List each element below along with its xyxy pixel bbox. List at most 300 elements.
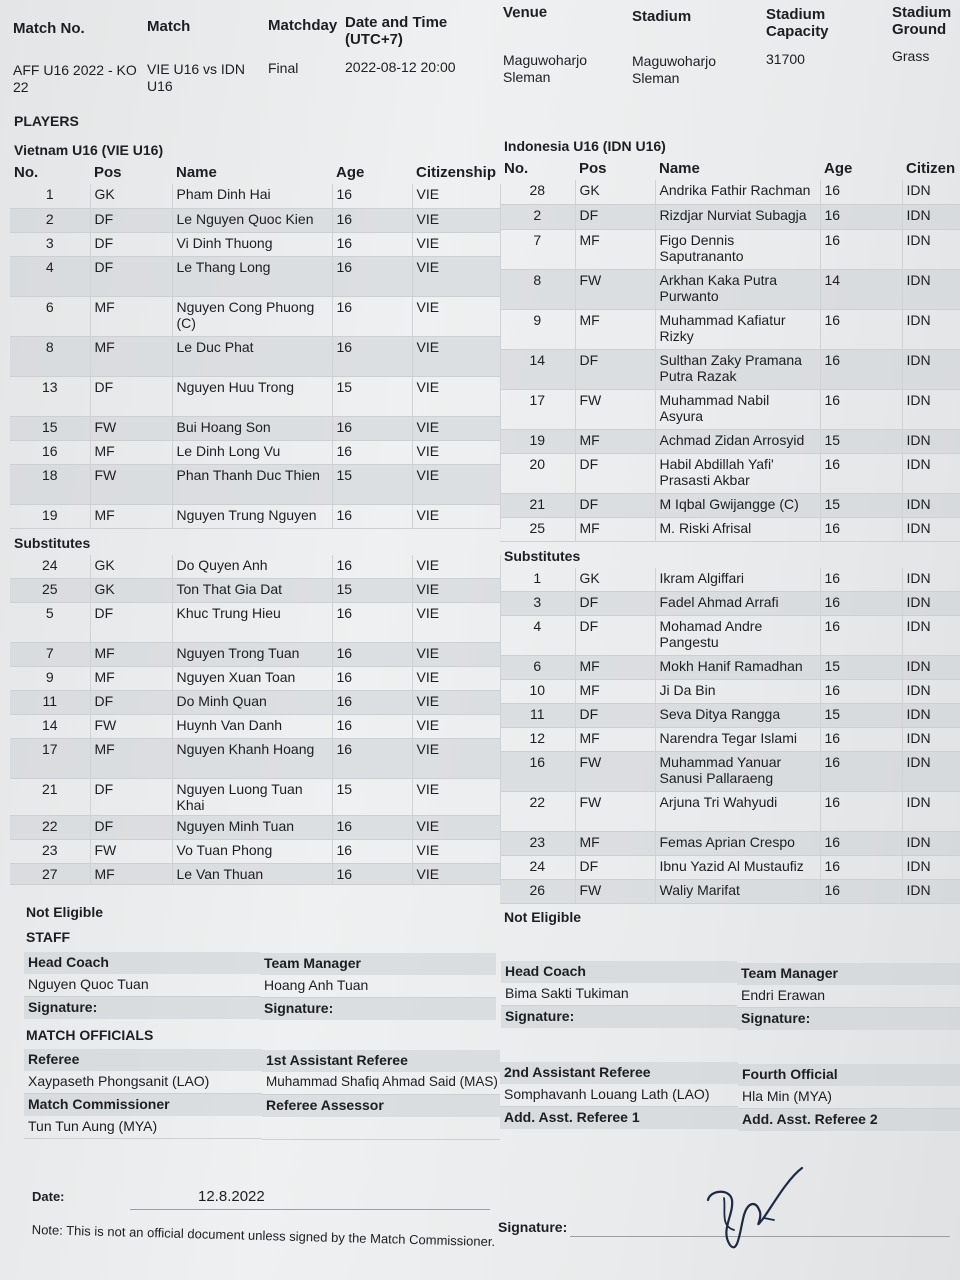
player-position: DF [90,603,172,643]
player-age: 16 [332,840,412,864]
player-name: Figo Dennis Saputrananto [655,230,820,270]
player-row [10,297,500,337]
player-position: DF [575,592,655,616]
player-name: Ton That Gia Dat [172,579,332,603]
player-position: DF [575,494,655,518]
player-row [10,864,500,885]
player-row [10,337,500,377]
player-position: MF [575,680,655,704]
fourth-official: Hla Min (MYA) [738,1086,960,1109]
player-row [500,656,960,680]
player-citizenship: VIE [412,257,500,297]
signature-label: Signature: [260,998,496,1020]
match-label: Match [147,18,191,35]
player-citizenship: VIE [412,377,500,417]
vie-team-manager: Hoang Anh Tuan [260,975,496,998]
match-no-label: Match No. [13,20,85,37]
player-position: DF [90,377,172,417]
player-age: 16 [332,209,412,233]
player-name: Nguyen Xuan Toan [172,667,332,691]
substitutes-label: Substitutes [504,548,581,564]
player-number: 24 [10,555,90,579]
player-number: 19 [500,430,575,454]
player-citizenship: VIE [412,691,500,715]
player-row [10,209,500,233]
player-position: MF [90,864,172,885]
idn-not-eligible: Not Eligible [504,909,581,925]
player-name: Fadel Ahmad Arrafi [655,592,820,616]
player-name: Sulthan Zaky Pramana Putra Razak [655,350,820,390]
stadium-value: Maguwoharjo Sleman [632,53,717,86]
player-name: Arkhan Kaka Putra Purwanto [655,270,820,310]
player-position: MF [90,337,172,377]
player-name: Bui Hoang Son [172,417,332,441]
player-name: Muhammad Kafiatur Rizky [655,310,820,350]
player-name: Vo Tuan Phong [172,840,332,864]
player-row [10,840,500,864]
player-name: Mokh Hanif Ramadhan [655,656,820,680]
player-age: 15 [820,704,902,728]
vie-team-manager-box [260,953,496,1020]
player-age: 15 [820,656,902,680]
player-row [500,390,960,430]
player-citizenship: VIE [412,233,500,257]
player-citizenship: IDN [902,270,960,310]
player-citizenship: VIE [412,739,500,779]
player-row [500,752,960,792]
player-number: 1 [10,184,90,209]
player-number: 2 [500,205,575,230]
player-position: MF [90,739,172,779]
player-age: 16 [332,417,412,441]
player-number: 13 [10,377,90,417]
player-position: MF [90,297,172,337]
player-citizenship: IDN [902,350,960,390]
player-position: MF [90,441,172,465]
player-number: 7 [10,643,90,667]
player-number: 24 [500,856,575,880]
signature-scribble-icon [690,1160,810,1260]
player-row [500,310,960,350]
player-name: Mohamad Andre Pangestu [655,616,820,656]
player-position: DF [90,691,172,715]
player-number: 16 [500,752,575,792]
player-row [500,880,960,904]
idn-team-manager-box [737,963,960,1030]
matchday-value: Final [268,60,299,76]
player-age: 15 [820,430,902,454]
player-number: 8 [10,337,90,377]
col-name: Name [659,159,700,177]
player-position: MF [90,667,172,691]
player-age: 16 [332,691,412,715]
player-age: 16 [332,864,412,885]
player-number: 11 [500,704,575,728]
player-citizenship: VIE [412,667,500,691]
player-age: 15 [332,579,412,603]
player-age: 16 [332,816,412,840]
col-pos: Pos [94,163,122,181]
player-citizenship: IDN [902,704,960,728]
player-number: 12 [500,728,575,752]
player-number: 1 [500,568,575,592]
player-citizenship: IDN [902,680,960,704]
player-position: FW [575,390,655,430]
col-name: Name [176,163,217,181]
player-row [500,592,960,616]
player-citizenship: VIE [412,465,500,505]
player-row [500,270,960,310]
player-number: 16 [10,441,90,465]
commissioner-signature [690,1160,810,1260]
player-name: Rizdjar Nurviat Subagja [655,205,820,230]
player-position: DF [575,616,655,656]
player-age: 15 [332,779,412,816]
player-position: MF [90,505,172,529]
player-name: Ikram Algiffari [655,568,820,592]
player-position: DF [575,454,655,494]
player-citizenship: IDN [902,494,960,518]
idn-head-coach: Bima Sakti Tukiman [501,983,737,1006]
col-citizenship: Citizen [906,159,956,177]
datetime-value: 2022-08-12 20:00 [345,59,456,75]
player-citizenship: IDN [902,205,960,230]
player-age: 15 [820,494,902,518]
player-age: 16 [820,792,902,832]
player-name: Habil Abdillah Yafi' Prasasti Akbar [655,454,820,494]
player-citizenship: VIE [412,579,500,603]
idn-team-manager: Endri Erawan [737,985,960,1008]
player-citizenship: VIE [412,643,500,667]
player-citizenship: IDN [902,880,960,904]
player-position: DF [575,205,655,230]
ar1-label: 1st Assistant Referee [262,1050,500,1072]
matchday-label: Matchday [268,17,338,34]
vie-head-coach: Nguyen Quoc Tuan [24,974,260,997]
player-row [10,555,500,579]
player-number: 15 [10,417,90,441]
player-age: 16 [820,832,902,856]
vie-not-eligible: Not Eligible [26,904,103,920]
fourth-official-label: Fourth Official [738,1064,960,1086]
player-position: GK [90,579,172,603]
player-age: 14 [820,270,902,310]
player-name: Muhammad Yanuar Sanusi Pallaraeng [655,752,820,792]
player-row [500,430,960,454]
player-row [500,205,960,230]
player-row [500,494,960,518]
player-age: 16 [332,184,412,209]
player-row [10,417,500,441]
player-citizenship: VIE [412,840,500,864]
player-age: 16 [820,856,902,880]
player-name: Ji Da Bin [655,680,820,704]
player-name: Pham Dinh Hai [172,184,332,209]
idn-roster-table [500,156,960,904]
assessor-label: Referee Assessor [262,1095,500,1117]
vie-roster-header [10,160,500,184]
player-age: 16 [820,752,902,792]
vie-team-title: Vietnam U16 (VIE U16) [14,142,164,158]
player-citizenship: IDN [902,430,960,454]
player-name: Nguyen Minh Tuan [172,816,332,840]
player-age: 16 [820,310,902,350]
player-name: Le Van Thuan [172,864,332,885]
player-citizenship: VIE [412,603,500,643]
player-number: 6 [500,656,575,680]
player-row [10,715,500,739]
player-position: MF [575,310,655,350]
player-name: Nguyen Cong Phuong (C) [172,297,332,337]
player-number: 20 [500,454,575,494]
player-number: 14 [10,715,90,739]
player-position: DF [90,257,172,297]
player-name: Nguyen Luong Tuan Khai [172,779,332,816]
player-row [500,704,960,728]
player-number: 3 [10,233,90,257]
player-position: MF [575,832,655,856]
date-line [130,1209,490,1210]
player-row [10,441,500,465]
player-row [500,856,960,880]
player-age: 16 [332,441,412,465]
player-age: 16 [820,350,902,390]
ar2-box [500,1062,738,1129]
player-age: 16 [820,518,902,542]
player-citizenship: VIE [412,864,500,885]
player-age: 16 [820,616,902,656]
match-header [0,0,960,110]
col-age: Age [824,159,853,177]
fourth-official-box [738,1064,960,1131]
player-citizenship: IDN [902,230,960,270]
match-value: VIE U16 vs IDN U16 [147,61,246,94]
player-row [500,568,960,592]
player-age: 16 [332,505,412,529]
idn-team-title: Indonesia U16 (IDN U16) [504,138,666,154]
player-position: DF [90,779,172,816]
players-section-title: PLAYERS [14,113,79,129]
player-position: MF [575,518,655,542]
player-age: 16 [332,297,412,337]
player-row [10,643,500,667]
player-citizenship: VIE [412,337,500,377]
player-citizenship: VIE [412,297,500,337]
player-number: 11 [10,691,90,715]
player-citizenship: IDN [902,656,960,680]
player-number: 27 [10,864,90,885]
player-number: 25 [500,518,575,542]
player-citizenship: IDN [902,856,960,880]
player-row [10,377,500,417]
player-number: 28 [500,180,575,205]
player-citizenship: VIE [412,555,500,579]
player-name: Muhammad Nabil Asyura [655,390,820,430]
player-row [500,680,960,704]
player-citizenship: IDN [902,390,960,430]
col-no: No. [504,159,529,177]
player-position: GK [575,180,655,205]
player-name: Nguyen Trung Nguyen [172,505,332,529]
team-manager-label: Team Manager [260,953,496,975]
player-position: MF [575,656,655,680]
col-age: Age [336,163,365,181]
player-age: 16 [332,739,412,779]
player-name: Phan Thanh Duc Thien [172,465,332,505]
player-age: 15 [332,377,412,417]
player-age: 16 [820,454,902,494]
player-row [500,518,960,542]
player-number: 14 [500,350,575,390]
venue-label: Venue [502,3,548,22]
player-number: 23 [10,840,90,864]
player-citizenship: IDN [902,180,960,205]
player-name: Le Thang Long [172,257,332,297]
player-age: 16 [820,880,902,904]
player-age: 16 [820,592,902,616]
player-position: MF [90,643,172,667]
player-position: DF [90,816,172,840]
player-number: 22 [500,792,575,832]
player-citizenship: IDN [902,518,960,542]
player-number: 23 [500,832,575,856]
player-number: 4 [500,616,575,656]
ar1: Muhammad Shafiq Ahmad Said (MAS) [262,1072,500,1095]
player-citizenship: IDN [902,728,960,752]
ar2: Somphavanh Louang Lath (LAO) [500,1084,738,1107]
player-citizenship: VIE [412,816,500,840]
player-row [500,832,960,856]
player-number: 18 [10,465,90,505]
player-number: 8 [500,270,575,310]
player-age: 16 [820,390,902,430]
assessor [262,1117,500,1140]
date-value: 12.8.2022 [198,1188,265,1205]
player-row [10,257,500,297]
player-citizenship: IDN [902,616,960,656]
player-age: 16 [332,555,412,579]
player-citizenship: IDN [902,592,960,616]
player-row [500,180,960,205]
player-name: Nguyen Khanh Hoang [172,739,332,779]
player-citizenship: VIE [412,184,500,209]
player-position: FW [90,840,172,864]
player-number: 9 [500,310,575,350]
player-row [10,579,500,603]
player-position: FW [575,752,655,792]
player-name: Arjuna Tri Wahyudi [655,792,820,832]
player-row [500,350,960,390]
player-name: Femas Aprian Crespo [655,832,820,856]
player-citizenship: IDN [902,832,960,856]
player-position: FW [90,417,172,441]
player-number: 10 [500,680,575,704]
player-citizenship: VIE [412,779,500,816]
player-number: 4 [10,257,90,297]
player-row [500,728,960,752]
player-citizenship: VIE [412,505,500,529]
capacity-label: Stadium Capacity [766,6,829,40]
col-pos: Pos [579,159,607,177]
signature-label: Signature: [737,1008,960,1030]
referee-box [24,1049,262,1139]
player-age: 16 [820,680,902,704]
player-row [10,691,500,715]
player-position: DF [90,209,172,233]
player-citizenship: IDN [902,454,960,494]
player-position: FW [90,465,172,505]
head-coach-label: Head Coach [501,961,737,983]
vie-roster-table [10,160,501,885]
player-name: Le Nguyen Quoc Kien [172,209,332,233]
substitutes-row [10,529,500,556]
player-row [10,816,500,840]
aar1-label: Add. Asst. Referee 1 [500,1107,738,1129]
player-age: 16 [332,233,412,257]
player-age: 16 [332,603,412,643]
aar2-label: Add. Asst. Referee 2 [738,1109,960,1131]
ground-value: Grass [892,48,930,64]
ar1-box [262,1050,500,1140]
signature-label: Signature: [498,1219,568,1235]
player-row [500,616,960,656]
datetime-label: Date and Time (UTC+7) [345,14,448,48]
player-position: DF [575,350,655,390]
player-age: 16 [820,568,902,592]
player-position: GK [90,555,172,579]
referee-label: Referee [24,1049,262,1071]
player-name: Ibnu Yazid Al Mustaufiz [655,856,820,880]
officials-section-title: MATCH OFFICIALS [26,1027,154,1043]
col-no: No. [14,163,39,181]
player-name: Nguyen Trong Tuan [172,643,332,667]
commissioner: Tun Tun Aung (MYA) [24,1116,262,1139]
player-citizenship: IDN [902,752,960,792]
player-number: 25 [10,579,90,603]
player-age: 16 [332,715,412,739]
disclaimer-note: Note: This is not an official document unless signed by the Match Commissioner. [31,1222,496,1250]
player-number: 19 [10,505,90,529]
player-position: GK [90,184,172,209]
player-row [10,667,500,691]
player-name: M Iqbal Gwijangge (C) [655,494,820,518]
player-row [500,792,960,832]
signature-label: Signature: [24,997,260,1019]
player-citizenship: IDN [902,568,960,592]
player-name: Huynh Van Danh [172,715,332,739]
player-name: Achmad Zidan Arrosyid [655,430,820,454]
player-citizenship: VIE [412,417,500,441]
col-citizenship: Citizenship [416,163,497,181]
match-no-value: AFF U16 2022 - KO 22 [13,62,137,95]
idn-head-coach-box [501,961,737,1028]
player-position: DF [90,233,172,257]
player-age: 16 [332,337,412,377]
player-name: Vi Dinh Thuong [172,233,332,257]
player-name: M. Riski Afrisal [655,518,820,542]
stadium-label: Stadium [632,8,692,25]
player-name: Khuc Trung Hieu [172,603,332,643]
player-row [10,505,500,529]
substitutes-label: Substitutes [14,535,91,551]
player-number: 22 [10,816,90,840]
player-age: 16 [332,667,412,691]
player-citizenship: VIE [412,209,500,233]
player-position: DF [575,704,655,728]
player-number: 9 [10,667,90,691]
substitutes-row [500,542,960,569]
player-number: 3 [500,592,575,616]
